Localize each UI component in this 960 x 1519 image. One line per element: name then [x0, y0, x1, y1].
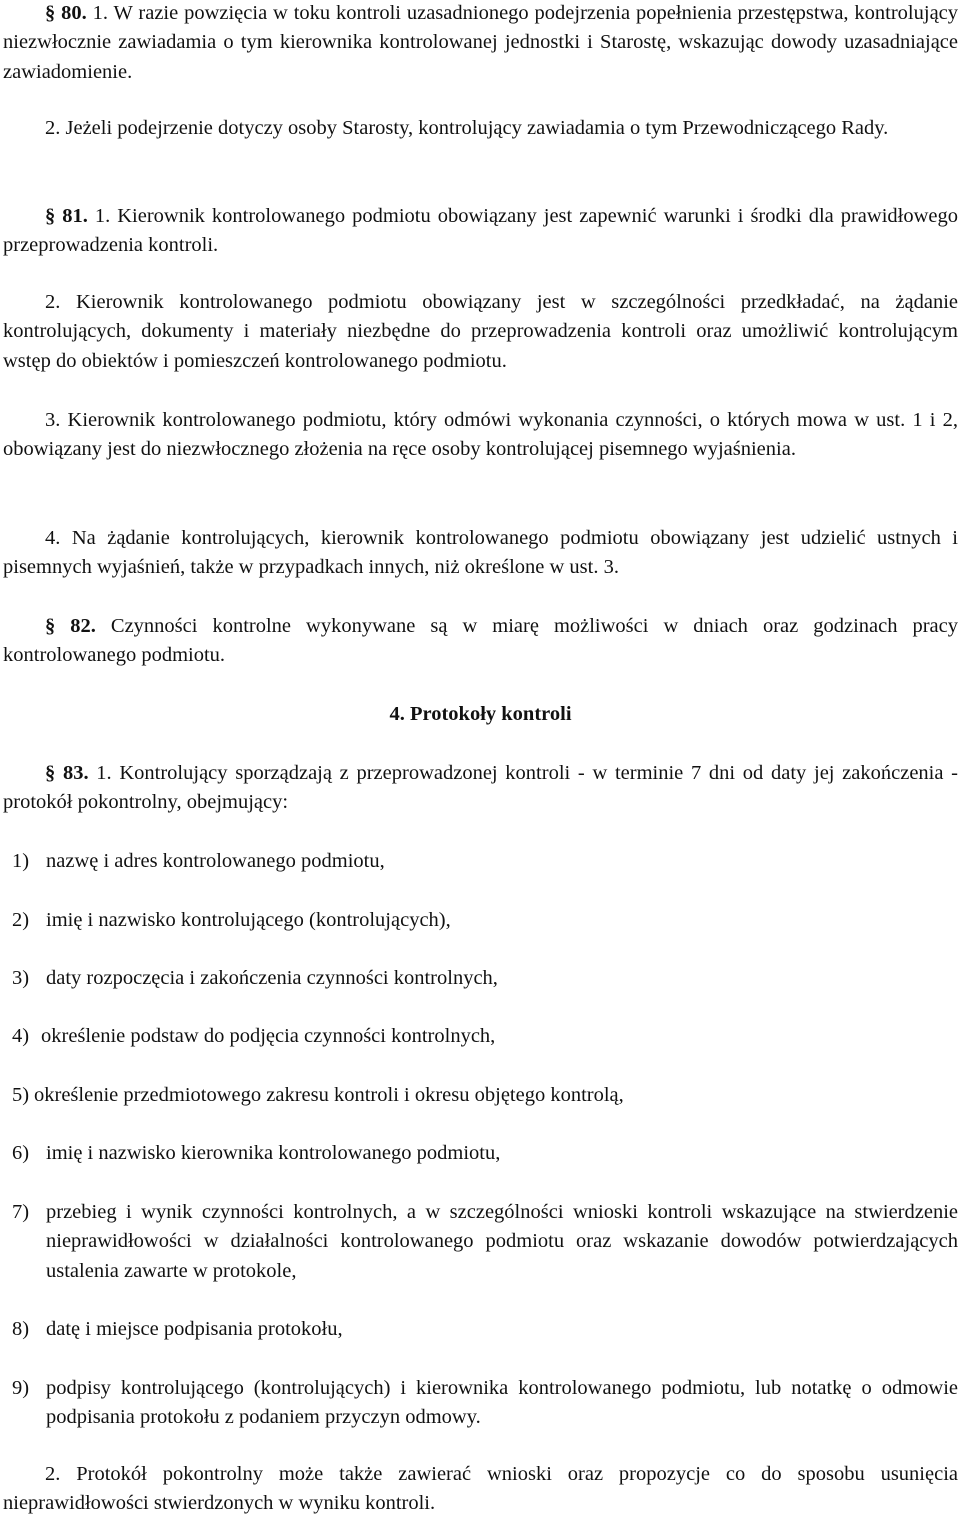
list-text: podpisy kontrolującego (kontrolujących) i kierownika kontrolowanego podmiotu, lub notatkę o odmowie podpisania protokołu z podaniem przyczyn odmowy.: [46, 1377, 958, 1429]
section-number: § 82.: [45, 615, 96, 637]
list-text: nazwę i adres kontrolowanego podmiotu,: [46, 850, 385, 872]
paragraph-text: 2. Kierownik kontrolowanego podmiotu obowiązany jest w szczególności przedkładać, na żądanie kontrolujących, dokumenty i materiały niezbędne do przeprowadzenia kontroli oraz umożliwić kontrolującym wstęp do obiektów i pomieszczeń kontrolowanego podmiotu.: [3, 291, 958, 372]
paragraph-80-2: [3, 114, 958, 143]
list-item: [12, 1022, 958, 1051]
list-item: [12, 847, 958, 876]
paragraph-text: 3. Kierownik kontrolowanego podmiotu, który odmówi wykonania czynności, o których mowa w ust. 1 i 2, obowiązany jest do niezwłocznego złożenia na ręce osoby kontrolującej pisemnego wyjaśnienia.: [3, 409, 958, 461]
list-text: imię i nazwisko kierownika kontrolowanego podmiotu,: [46, 1142, 501, 1164]
paragraph-82: [3, 612, 958, 671]
list-item: [12, 964, 958, 993]
list-number: 8): [12, 1318, 30, 1340]
list-number: 1): [12, 850, 30, 872]
list-number: 5): [12, 1084, 30, 1106]
list-text: określenie przedmiotowego zakresu kontroli i okresu objętego kontrolą,: [34, 1084, 624, 1106]
paragraph-text: 4. Na żądanie kontrolujących, kierownik kontrolowanego podmiotu obowiązany jest udzielić ustnych i pisemnych wyjaśnień, także w przypadkach innych, niż określone w ust. 3.: [3, 527, 958, 579]
list-item: [12, 906, 958, 935]
paragraph-81-1: [3, 202, 958, 261]
list-number: 7): [12, 1201, 30, 1223]
paragraph-83-2: [3, 1460, 958, 1519]
list-number: 6): [12, 1142, 30, 1164]
paragraph-text: 2. Jeżeli podejrzenie dotyczy osoby Starosty, kontrolujący zawiadamia o tym Przewodniczącego Rady.: [45, 117, 889, 139]
list-item: [12, 1139, 958, 1168]
list-text: określenie podstaw do podjęcia czynności kontrolnych,: [41, 1025, 496, 1047]
list-item: [12, 1081, 958, 1110]
list-number: 9): [12, 1377, 30, 1399]
list-text: datę i miejsce podpisania protokołu,: [46, 1318, 343, 1340]
list-item: [12, 1374, 958, 1433]
list-item: [12, 1198, 958, 1286]
list-number: 3): [12, 967, 30, 989]
paragraph-text: Czynności kontrolne wykonywane są w miarę możliwości w dniach oraz godzinach pracy kontrolowanego podmiotu.: [3, 615, 959, 667]
paragraph-83-1: [3, 759, 958, 818]
paragraph-80-1: [3, 0, 958, 87]
list-text: imię i nazwisko kontrolującego (kontrolujących),: [46, 909, 451, 931]
paragraph-81-4: [3, 524, 958, 583]
chapter-heading: 4. Protokoły kontroli: [389, 703, 572, 725]
paragraph-text: 1. Kierownik kontrolowanego podmiotu obowiązany jest zapewnić warunki i środki dla prawidłowego przeprowadzenia kontroli.: [3, 205, 959, 257]
list-number: 2): [12, 909, 30, 931]
list-text: przebieg i wynik czynności kontrolnych, a w szczególności wnioski kontroli wskazujące na stwierdzenie nieprawidłowości w działalności kontrolowanego podmiotu oraz wskazanie dowodów potwierdzających ustalenia zawarte w protokole,: [46, 1201, 958, 1282]
paragraph-81-3: [3, 406, 958, 465]
list-text: daty rozpoczęcia i zakończenia czynności kontrolnych,: [46, 967, 498, 989]
section-number: § 83.: [45, 762, 89, 784]
list-number: 4): [12, 1025, 30, 1047]
paragraph-text: 1. W razie powzięcia w toku kontroli uzasadnionego podejrzenia popełnienia przestępstwa, kontrolujący niezwłocznie zawiadamia o tym kierownika kontrolowanej jednostki i Starostę, wskazując dowody uzasadniające zawiadomienie.: [3, 2, 959, 83]
paragraph-text: 1. Kontrolujący sporządzają z przeprowadzonej kontroli - w terminie 7 dni od daty jej zakończenia - protokół pokontrolny, obejmujący:: [3, 762, 959, 814]
section-number: § 80.: [45, 2, 87, 24]
list-item: [12, 1315, 958, 1344]
section-number: § 81.: [45, 205, 88, 227]
paragraph-81-2: [3, 288, 958, 376]
paragraph-text: 2. Protokół pokontrolny może także zawierać wnioski oraz propozycje co do sposobu usunięcia nieprawidłowości stwierdzonych w wyniku kontroli.: [3, 1463, 958, 1515]
